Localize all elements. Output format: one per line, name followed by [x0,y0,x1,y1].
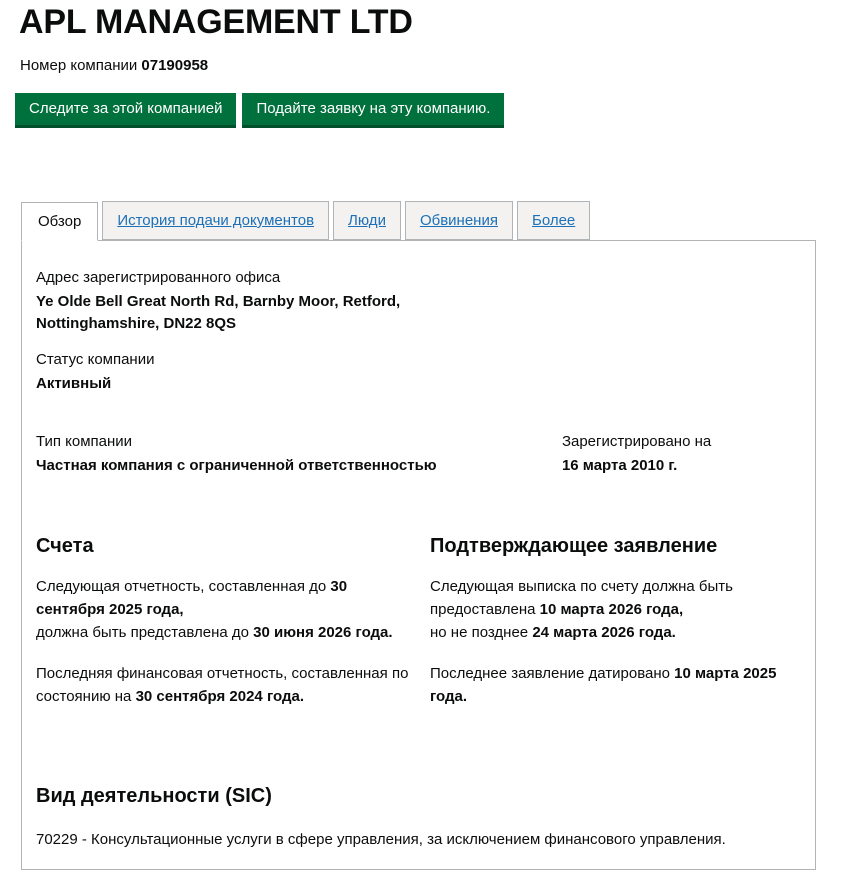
confirmation-last-date: 10 марта 2025 года. [430,665,777,705]
apply-to-company-button[interactable]: Подайте заявку на эту компанию. [242,93,504,128]
incorporated-label: Зарегистрировано на [561,433,712,450]
tab-charges[interactable] [405,201,513,240]
confirmation-next-prefix: Следующая выписка по счету должна быть предоставлена [430,578,733,618]
registered-office-block [36,267,801,335]
registered-office-label: Адрес зарегистрированного офиса [36,269,281,286]
page-title: APL MANAGEMENT LTD [19,3,413,41]
confirmation-last-prefix: Последнее заявление датировано [430,665,675,682]
sic-block [36,783,801,851]
company-number [20,56,208,76]
accounts-next-due-text [36,575,418,644]
accounts-last-text [36,662,418,708]
tab-charges-label[interactable]: Обвинения [419,212,498,229]
confirmation-statement-block [430,533,800,708]
incorporated-block [562,431,801,477]
company-type-label: Тип компании [36,433,133,450]
sic-item: 70229 - Консультационные услуги в сфере управления, за исключением финансового управления. [36,831,726,848]
registered-office-line-2: Nottinghamshire, DN22 8QS [36,315,237,332]
tab-people[interactable] [333,201,401,240]
tab-filing-history-label[interactable]: История подачи документов [117,212,315,229]
accounts-heading: Счета [36,535,94,557]
accounts-due-middle: должна быть представлена до [36,624,254,641]
action-button-row [15,93,504,128]
company-status-block [36,349,801,395]
accounts-next-made-up-to: 30 сентября 2025 года, [36,578,348,618]
incorporated-value: 16 марта 2010 г. [561,457,678,474]
tab-more[interactable] [517,201,590,240]
company-number-label: Номер компании [20,57,138,74]
accounts-next-due-date: 30 июня 2026 года. [253,624,393,641]
accounts-next-prefix: Следующая отчетность, составленная до [36,578,331,595]
follow-company-button[interactable]: Следите за этой компанией [15,93,236,128]
tab-overview[interactable] [21,202,98,241]
confirmation-statement-heading: Подтверждающее заявление [430,535,718,557]
overview-panel [21,240,816,870]
company-status-value: Активный [36,375,112,392]
accounts-last-date: 30 сентября 2024 года. [135,688,304,705]
tab-overview-label: Обзор [38,213,82,230]
company-type-value: Частная компания с ограниченной ответственностью [36,457,437,474]
company-type-block [36,431,562,477]
tab-more-label[interactable]: Более [531,212,576,229]
company-status-label: Статус компании [36,351,155,368]
confirmation-due-date: 24 марта 2026 года. [532,624,676,641]
tab-filing-history[interactable] [102,201,329,240]
confirmation-next-text [430,575,800,644]
registered-office-line-1: Ye Olde Bell Great North Rd, Barnby Moor, Retford, [36,293,401,310]
tab-people-label[interactable]: Люди [348,212,386,229]
confirmation-due-prefix: но не позднее [430,624,533,641]
accounts-and-confirmation-block [36,533,801,708]
accounts-block [36,533,430,708]
confirmation-next-date: 10 марта 2026 года, [539,601,684,618]
confirmation-last-text [430,662,800,708]
accounts-last-prefix: Последняя финансовая отчетность, составленная по состоянию на [36,665,409,705]
company-type-and-incorporation-block [36,431,801,477]
company-number-value: 07190958 [141,57,209,74]
tab-bar [21,201,594,240]
sic-heading: Вид деятельности (SIC) [36,785,272,807]
